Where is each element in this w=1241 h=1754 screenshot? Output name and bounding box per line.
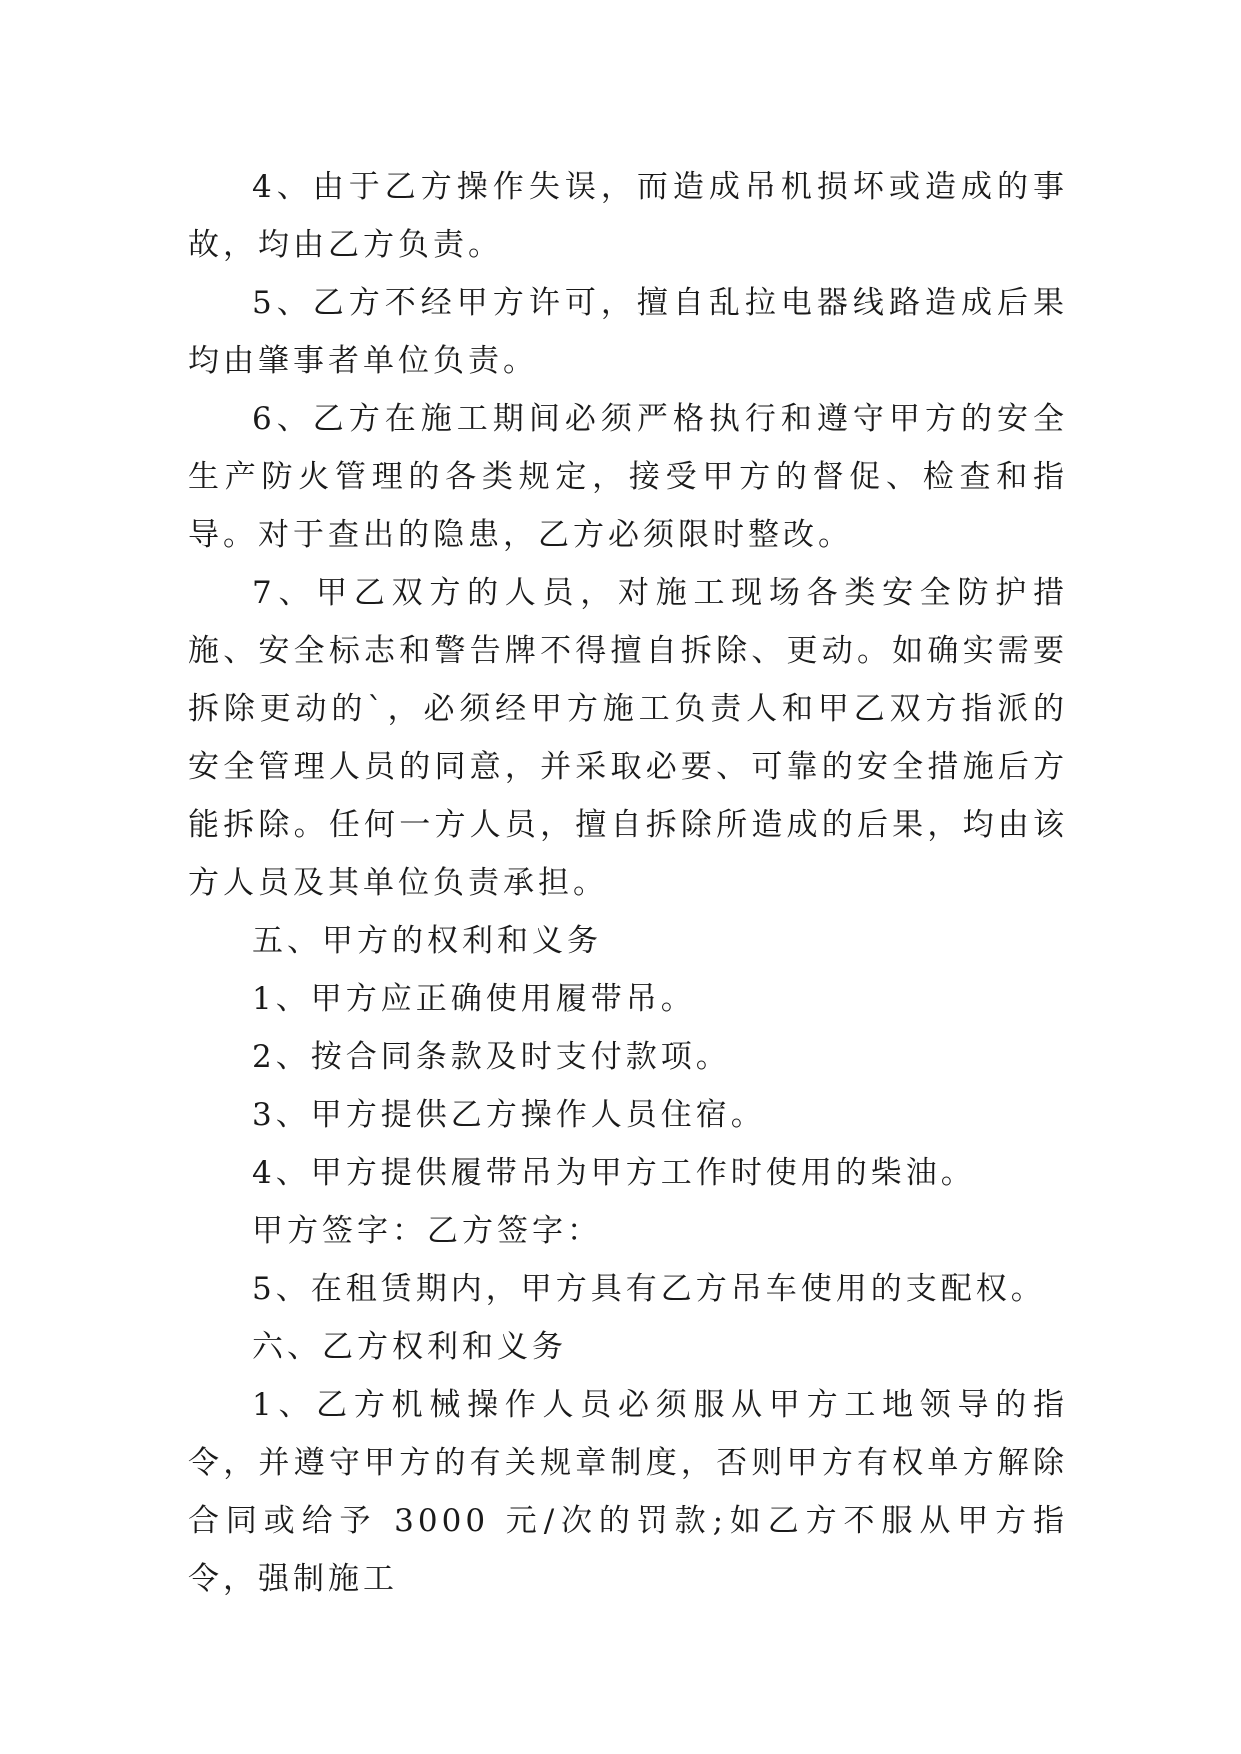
clause-paragraph: 6、乙方在施工期间必须严格执行和遵守甲方的安全生产防火管理的各类规定，接受甲方的督促、检查和指导。对于查出的隐患，乙方必须限时整改。 xyxy=(188,401,1068,553)
clause-paragraph: 5、乙方不经甲方许可，擅自乱拉电器线路造成后果均由肇事者单位负责。 xyxy=(188,285,1068,379)
clause-paragraph: 4、甲方提供履带吊为甲方工作时使用的柴油。 xyxy=(252,1155,976,1191)
clause-paragraph: 3、甲方提供乙方操作人员住宿。 xyxy=(252,1097,766,1133)
clause-paragraph: 2、按合同条款及时支付款项。 xyxy=(252,1039,731,1075)
section-heading: 六、乙方权利和义务 xyxy=(252,1329,567,1365)
clause-paragraph: 7、甲乙双方的人员，对施工现场各类安全防护措施、安全标志和警告牌不得擅自拆除、更动。如确实需要拆除更动的`，必须经甲方施工负责人和甲乙双方指派的安全管理人员的同意，并采取必要、可靠的安全措施后方能拆除。任何一方人员，擅自拆除所造成的后果，均由该方人员及其单位负责承担。 xyxy=(188,575,1068,901)
clause-paragraph: 5、在租赁期内，甲方具有乙方吊车使用的支配权。 xyxy=(252,1271,1046,1307)
clause-paragraph: 1、乙方机械操作人员必须服从甲方工地领导的指令，并遵守甲方的有关规章制度，否则甲方有权单方解除合同或给予 3000 元/次的罚款;如乙方不服从甲方指令，强制施工 xyxy=(188,1387,1068,1597)
section-heading: 五、甲方的权利和义务 xyxy=(252,923,602,959)
clause-paragraph: 1、甲方应正确使用履带吊。 xyxy=(252,981,696,1017)
clause-paragraph: 4、由于乙方操作失误，而造成吊机损坏或造成的事故，均由乙方负责。 xyxy=(188,169,1068,263)
signature-line: 甲方签字：乙方签字： xyxy=(252,1213,602,1249)
document-body xyxy=(188,158,1068,1608)
